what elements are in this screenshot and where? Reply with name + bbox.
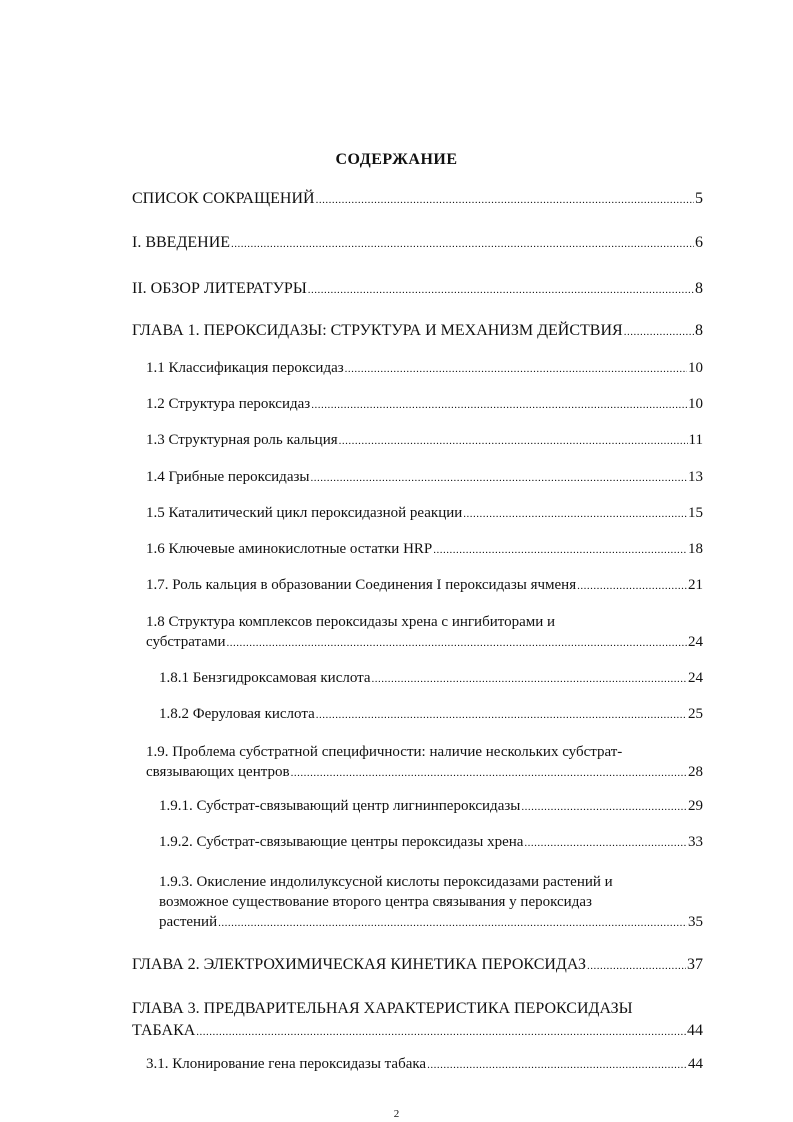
toc-entry[interactable] xyxy=(159,872,703,933)
toc-entry-page: 44 xyxy=(688,1056,703,1072)
toc-entry-label-line: ГЛАВА 3. ПРЕДВАРИТЕЛЬНАЯ ХАРАКТЕРИСТИКА ПЕРОКСИДАЗЫ xyxy=(132,1000,633,1017)
toc-leader-dots xyxy=(339,435,688,447)
toc-entry-page: 35 xyxy=(688,914,703,930)
toc-entry-label-line: ТАБАКА xyxy=(132,1022,196,1039)
toc-entry-label: II. ОБЗОР ЛИТЕРАТУРЫ xyxy=(132,280,307,297)
toc-entry[interactable] xyxy=(132,956,703,974)
toc-entry[interactable] xyxy=(146,1056,703,1073)
toc-entry-page: 6 xyxy=(695,234,703,251)
toc-leader-dots xyxy=(372,673,687,685)
toc-entry-label: 1.8.2 Феруловая кислота xyxy=(159,706,315,722)
toc-leader-dots xyxy=(521,801,687,813)
toc-entry[interactable] xyxy=(132,190,703,208)
toc-entry[interactable] xyxy=(146,505,703,522)
toc-entry-page: 11 xyxy=(688,432,703,448)
toc-entry[interactable] xyxy=(146,469,703,486)
toc-leader-dots xyxy=(310,472,687,484)
toc-leader-dots xyxy=(311,399,687,411)
toc-entry[interactable] xyxy=(146,577,703,594)
toc-entry[interactable] xyxy=(159,834,703,851)
toc-entry-label: 1.9.1. Субстрат-связывающий центр лигнинпероксидазы xyxy=(159,798,521,814)
toc-entry-page: 15 xyxy=(688,505,703,521)
page-number: 2 xyxy=(393,1108,400,1120)
toc-leader-dots xyxy=(463,508,687,520)
toc-entry[interactable] xyxy=(146,396,703,413)
toc-entry-label: ГЛАВА 1. ПЕРОКСИДАЗЫ: СТРУКТУРА И МЕХАНИЗМ ДЕЙСТВИЯ xyxy=(132,322,623,339)
toc-entry-label: ГЛАВА 2. ЭЛЕКТРОХИМИЧЕСКАЯ КИНЕТИКА ПЕРОКСИДАЗ xyxy=(132,956,586,973)
toc-entry[interactable] xyxy=(132,998,703,1043)
toc-leader-dots xyxy=(316,709,687,721)
toc-entry[interactable] xyxy=(146,612,703,653)
toc-leader-dots xyxy=(587,960,686,972)
toc-leader-dots xyxy=(218,913,687,933)
toc-entry-label: 1.1 Классификация пероксидаз xyxy=(146,360,344,376)
toc-entry-page: 18 xyxy=(688,541,703,557)
toc-leader-dots xyxy=(316,194,694,206)
toc-leader-dots xyxy=(524,837,687,849)
toc-entry-label: СПИСОК СОКРАЩЕНИЙ xyxy=(132,190,315,207)
toc-entry-label: I. ВВЕДЕНИЕ xyxy=(132,234,231,251)
toc-entry-page: 29 xyxy=(688,798,703,814)
toc-entry-page: 8 xyxy=(695,322,703,339)
toc-entry-page: 25 xyxy=(688,706,703,722)
toc-entry-page: 8 xyxy=(695,280,703,297)
toc-leader-dots xyxy=(577,580,687,592)
toc-leader-dots xyxy=(196,1021,686,1043)
toc-leader-dots xyxy=(427,1059,687,1071)
toc-entry-label: 1.6 Ключевые аминокислотные остатки HRP xyxy=(146,541,433,557)
toc-entry[interactable] xyxy=(146,432,703,449)
toc-entry-page: 10 xyxy=(688,360,703,376)
toc-entry-label: 3.1. Клонирование гена пероксидазы табака xyxy=(146,1056,427,1072)
toc-entry-label: 1.5 Каталитический цикл пероксидазной реакции xyxy=(146,505,463,521)
toc-entry-page: 44 xyxy=(687,1022,703,1039)
toc-entry-page: 28 xyxy=(688,764,703,780)
toc-entry-label: 1.4 Грибные пероксидазы xyxy=(146,469,310,485)
toc-leader-dots xyxy=(433,544,687,556)
toc-leader-dots xyxy=(624,326,694,338)
toc-entry-page: 13 xyxy=(688,469,703,485)
toc-entry-page: 37 xyxy=(687,956,703,973)
toc-leader-dots xyxy=(291,763,687,783)
toc-entry-label-line: растений xyxy=(159,914,218,930)
toc-entry[interactable] xyxy=(146,742,703,783)
toc-leader-dots xyxy=(308,284,694,296)
toc-entry[interactable] xyxy=(146,360,703,377)
toc-entry-page: 24 xyxy=(688,634,703,650)
toc-leader-dots xyxy=(231,238,694,250)
page-title: СОДЕРЖАНИЕ xyxy=(335,151,458,168)
toc-entry-page: 24 xyxy=(688,670,703,686)
toc-entry-label: 1.3 Структурная роль кальция xyxy=(146,432,338,448)
toc-entry[interactable] xyxy=(159,670,703,687)
toc-entry-label-line: субстратами xyxy=(146,634,226,650)
toc-entry-label: 1.9.2. Субстрат-связывающие центры пероксидазы хрена xyxy=(159,834,524,850)
toc-entry-label: 1.2 Структура пероксидаз xyxy=(146,396,311,412)
toc-entry[interactable] xyxy=(132,322,703,340)
toc-entry-label-line: 1.8 Структура комплексов пероксидазы хрена с ингибиторами и xyxy=(146,614,556,630)
toc-entry-label-line: возможное существование второго центра связывания у пероксидаз xyxy=(159,894,592,910)
toc-entry[interactable] xyxy=(146,541,703,558)
toc-entry-page: 33 xyxy=(688,834,703,850)
toc-entry-label-line: связывающих центров xyxy=(146,764,290,780)
toc-entry[interactable] xyxy=(159,706,703,723)
toc-entry[interactable] xyxy=(159,798,703,815)
toc-entry-label: 1.8.1 Бензгидроксамовая кислота xyxy=(159,670,371,686)
toc-entry-page: 10 xyxy=(688,396,703,412)
toc-entry-label-line: 1.9. Проблема субстратной специфичности: наличие нескольких субстрат- xyxy=(146,744,623,760)
toc-entry[interactable] xyxy=(132,280,703,298)
toc-leader-dots xyxy=(226,633,687,653)
toc-leader-dots xyxy=(345,363,687,375)
toc-entry-label: 1.7. Роль кальция в образовании Соединения I пероксидазы ячменя xyxy=(146,577,577,593)
toc-entry-label-line: 1.9.3. Окисление индолилуксусной кислоты пероксидазами растений и xyxy=(159,874,613,890)
toc-entry-page: 5 xyxy=(695,190,703,207)
toc-entry[interactable] xyxy=(132,234,703,252)
toc-entry-page: 21 xyxy=(688,577,703,593)
